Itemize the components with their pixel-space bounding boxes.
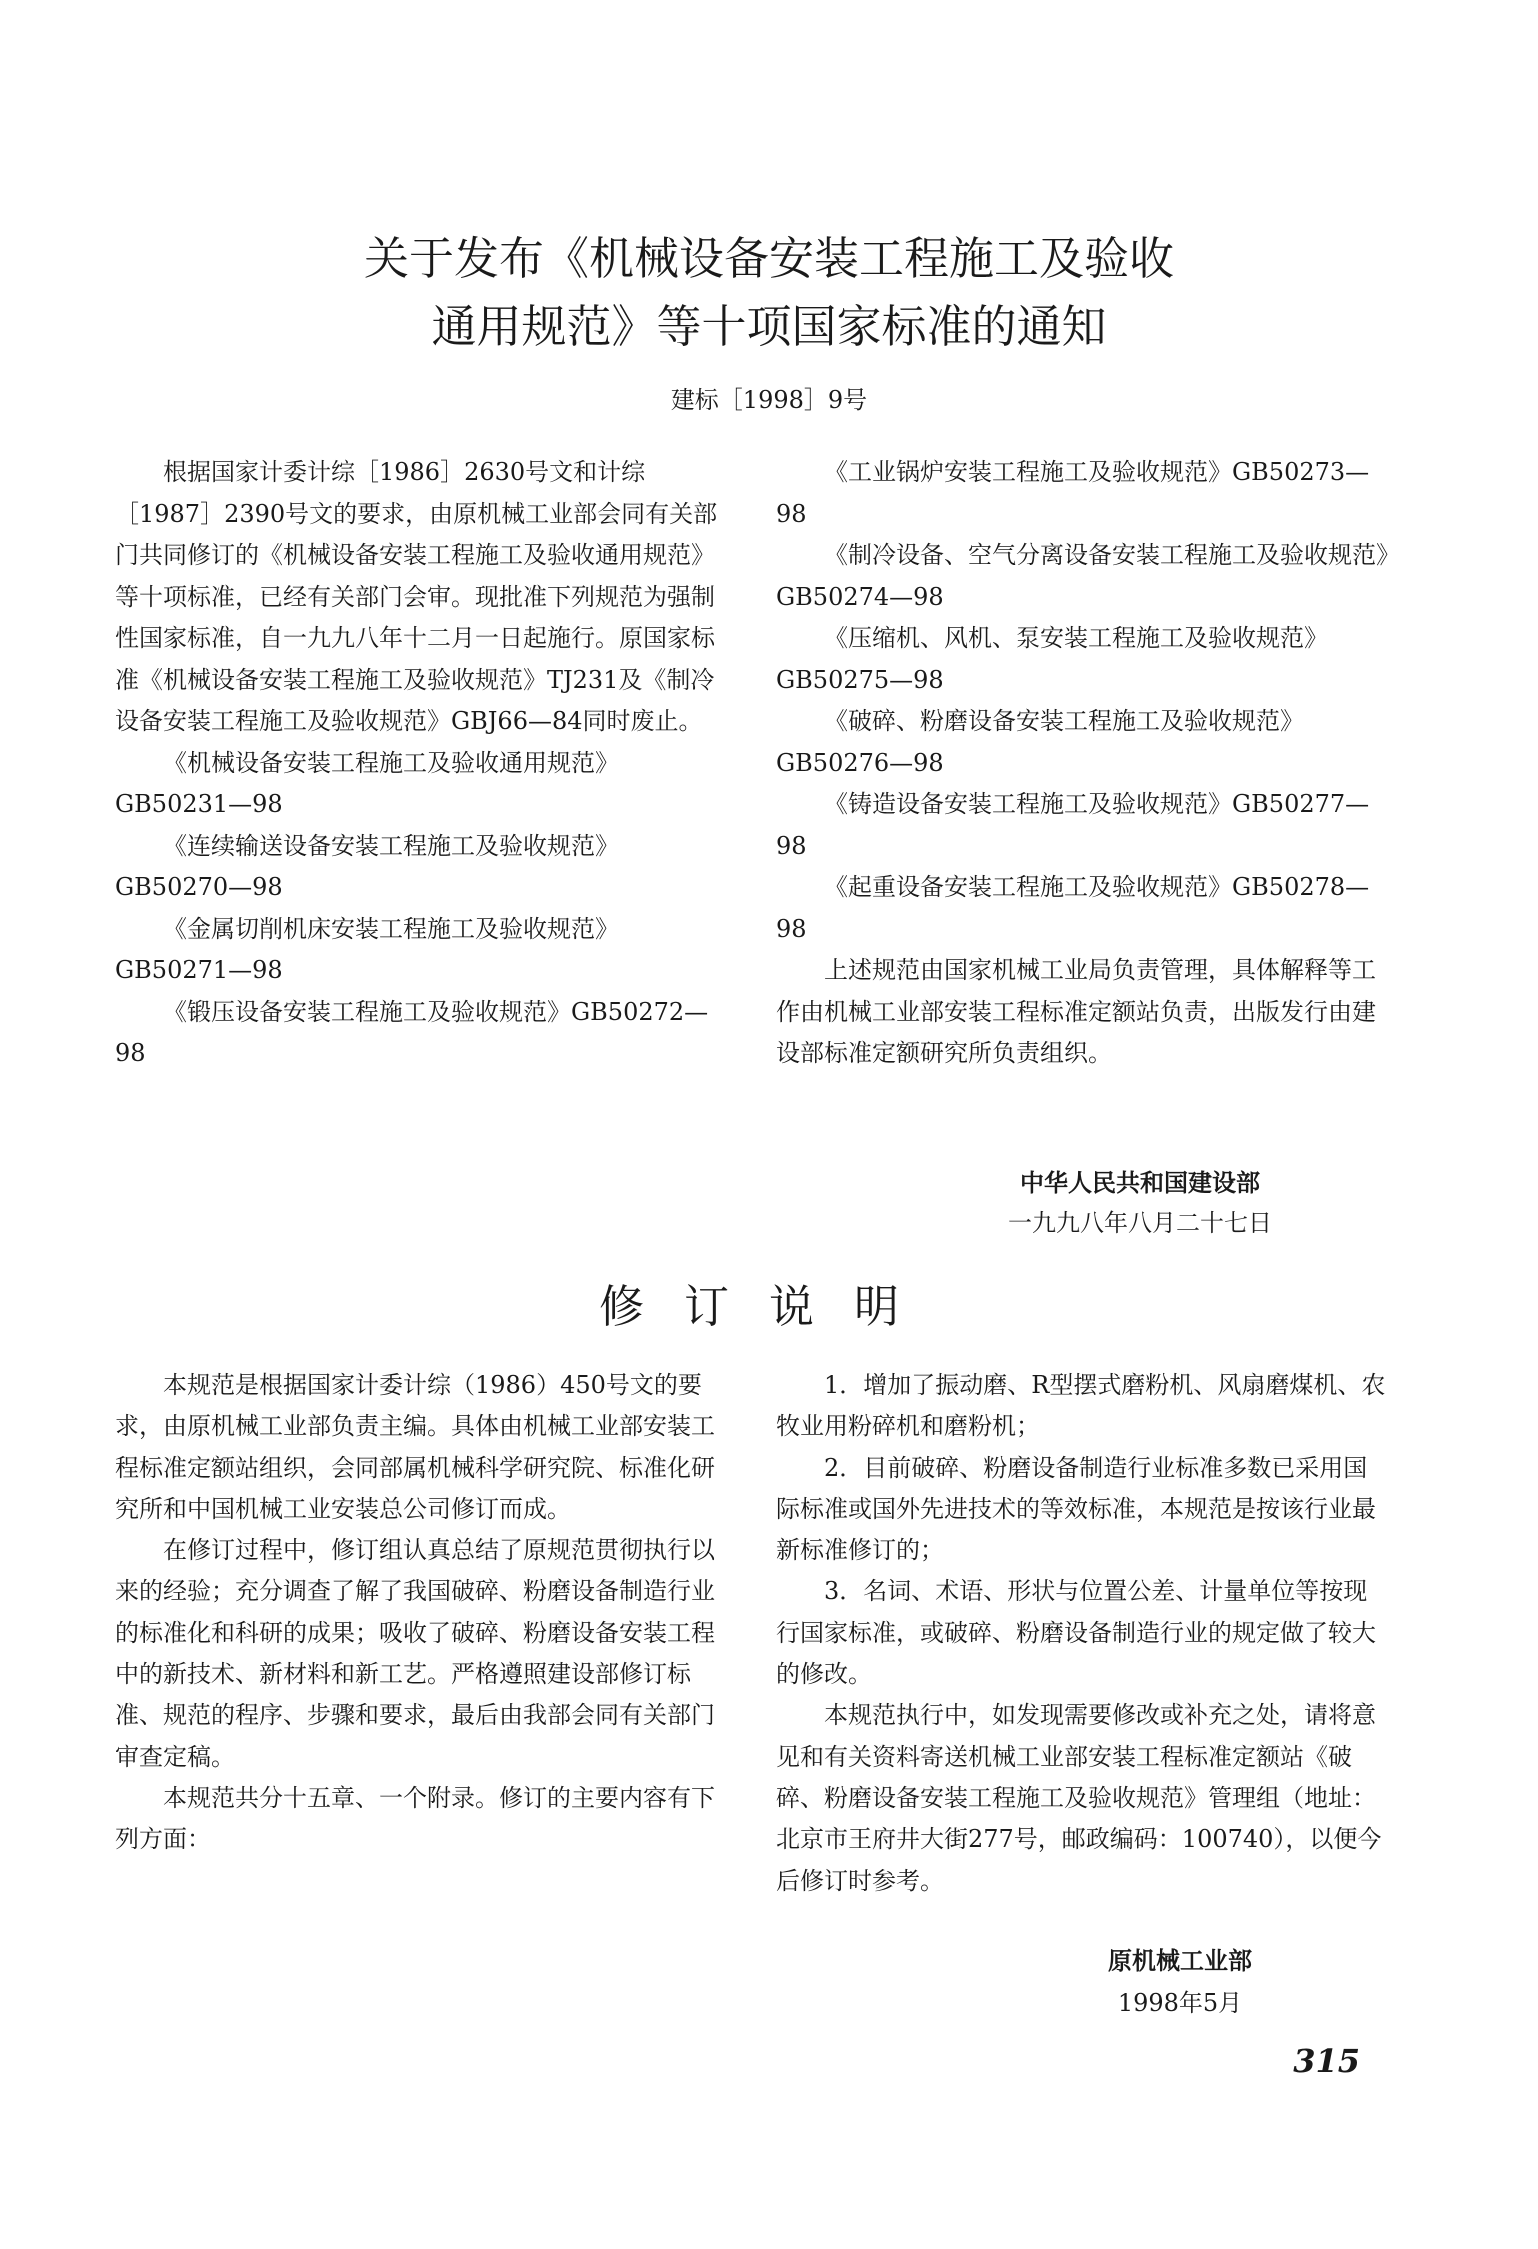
revision-list-item: 1．增加了振动磨、R型摆式磨粉机、风扇磨煤机、农牧业用粉碎机和磨粉机； bbox=[776, 1371, 1386, 1441]
notice-signature bbox=[900, 1162, 1380, 1244]
notice-title bbox=[0, 225, 1538, 361]
management-paragraph: 上述规范由国家机械工业局负责管理，具体解释等工作由机械工业部安装工程标准定额站负责，出版发行由建设部标准定额研究所负责组织。 bbox=[776, 956, 1376, 1067]
revision-date: 1998年5月 bbox=[1117, 1989, 1243, 2017]
revision-list-item: 3．名词、术语、形状与位置公差、计量单位等按现行国家标准，或破碎、粉磨设备制造行业的规定做了较大的修改。 bbox=[776, 1577, 1376, 1689]
notice-right-column bbox=[776, 452, 1388, 1075]
standard-item: 《机械设备安装工程施工及验收通用规范》GB50231—98 bbox=[115, 748, 619, 818]
revision-paragraph: 在修订过程中，修订组认真总结了原规范贯彻执行以来的经验；充分调查了解了我国破碎、粉磨设备制造行业的标准化和科研的成果；吸收了破碎、粉磨设备安装工程中的新技术、新材料和新工艺。严格遵照建设部修订标准、规范的程序、步骤和要求，最后由我部会同有关部门审查定稿。 bbox=[115, 1536, 715, 1771]
page-number: 315 bbox=[1293, 2042, 1360, 2080]
notice-body-paragraph: 根据国家计委计综［1986］2630号文和计综［1987］2390号文的要求，由原机械工业部会同有关部门共同修订的《机械设备安装工程施工及验收通用规范》等十项标准，已经有关部门会审。现批准下列规范为强制性国家标准，自一九九八年十二月一日起施行。原国家标准《机械设备安装工程施工及验收规范》TJ231及《制冷设备安装工程施工及验收规范》GBJ66—84同时废止。 bbox=[115, 458, 718, 735]
revision-paragraph: 本规范执行中，如发现需要修改或补充之处，请将意见和有关资料寄送机械工业部安装工程标准定额站《破碎、粉磨设备安装工程施工及验收规范》管理组（地址：北京市王府井大街277号，邮政编码：100740），以便今后修订时参考。 bbox=[776, 1701, 1382, 1895]
revision-title: 修订说明 bbox=[598, 1280, 939, 1333]
notice-title-line-2: 通用规范》等十项国家标准的通知 bbox=[431, 300, 1107, 353]
revision-left-column bbox=[115, 1365, 727, 1861]
standard-item: 《压缩机、风机、泵安装工程施工及验收规范》GB50275—98 bbox=[776, 624, 1328, 694]
standard-item: 《连续输送设备安装工程施工及验收规范》GB50270—98 bbox=[115, 831, 619, 901]
standard-item: 《制冷设备、空气分离设备安装工程施工及验收规范》GB50274—98 bbox=[776, 541, 1388, 611]
document-number: 建标［1998］9号 bbox=[670, 386, 868, 414]
standard-item: 《金属切削机床安装工程施工及验收规范》GB50271—98 bbox=[115, 914, 619, 984]
revision-organization: 原机械工业部 bbox=[1108, 1946, 1252, 1975]
notice-left-column bbox=[115, 452, 727, 1075]
standard-item: 《锻压设备安装工程施工及验收规范》GB50272—98 bbox=[115, 997, 709, 1067]
standard-item: 《工业锅炉安装工程施工及验收规范》GB50273—98 bbox=[776, 458, 1370, 528]
revision-list-item: 2．目前破碎、粉磨设备制造行业标准多数已采用国际标准或国外先进技术的等效标准，本规范是按该行业最新标准修订的； bbox=[776, 1453, 1376, 1565]
issuing-organization: 中华人民共和国建设部 bbox=[1020, 1168, 1260, 1197]
standard-item: 《破碎、粉磨设备安装工程施工及验收规范》GB50276—98 bbox=[776, 707, 1304, 777]
standard-item: 《铸造设备安装工程施工及验收规范》GB50277—98 bbox=[776, 790, 1370, 860]
revision-paragraph: 本规范共分十五章、一个附录。修订的主要内容有下列方面： bbox=[115, 1783, 715, 1854]
revision-paragraph: 本规范是根据国家计委计综（1986）450号文的要求，由原机械工业部负责主编。具体由机械工业部安装工程标准定额站组织，会同部属机械科学研究院、标准化研究所和中国机械工业安装总公司修订而成。 bbox=[115, 1371, 715, 1523]
revision-right-column bbox=[776, 1365, 1388, 1902]
issue-date: 一九九八年八月二十七日 bbox=[1008, 1209, 1272, 1237]
notice-title-line-1: 关于发布《机械设备安装工程施工及验收 bbox=[363, 232, 1174, 285]
standard-item: 《起重设备安装工程施工及验收规范》GB50278—98 bbox=[776, 873, 1370, 943]
revision-signature bbox=[1040, 1940, 1320, 2024]
